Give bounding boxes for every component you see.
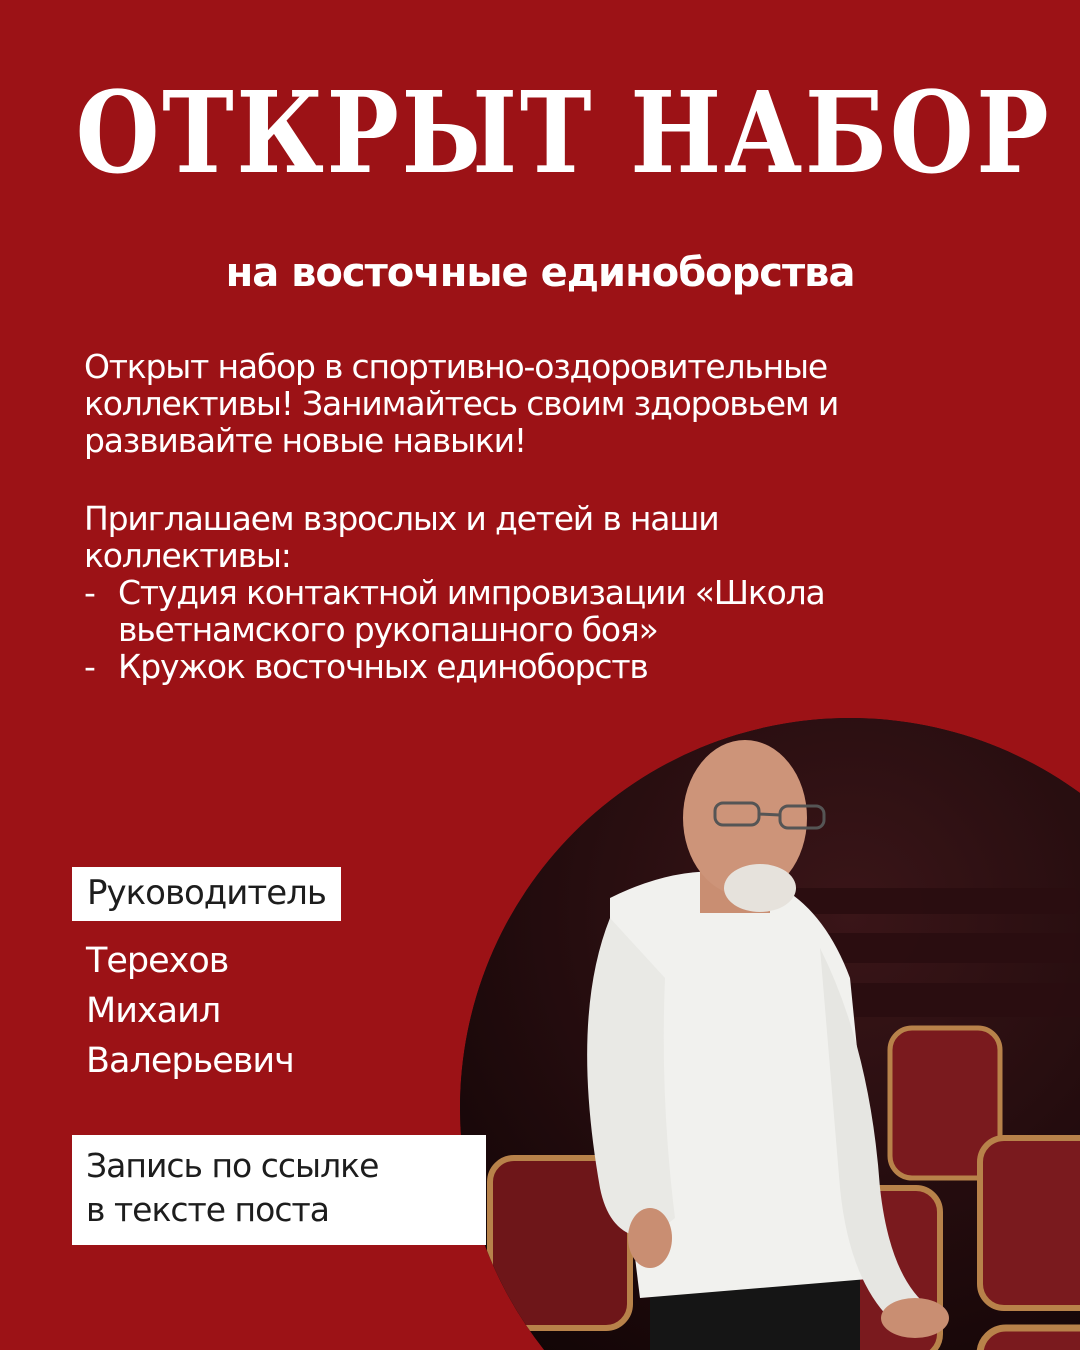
leader-surname: Терехов xyxy=(86,941,229,981)
signup-note xyxy=(72,1135,486,1245)
group-list xyxy=(84,574,1014,685)
intro-line: развивайте новые навыки! xyxy=(84,421,526,460)
group-item xyxy=(84,574,1014,648)
leader-first-name: Михаил xyxy=(86,991,221,1031)
leader-photo xyxy=(460,718,1080,1350)
intro-line: коллективы! Занимайтесь своим здоровьем и xyxy=(84,384,839,423)
intro-paragraph xyxy=(84,348,984,459)
invite-line: Приглашаем взрослых и детей в наши xyxy=(84,499,719,538)
signup-line: Запись по ссылке xyxy=(86,1146,379,1185)
group-line: Студия контактной импровизации «Школа xyxy=(118,573,825,612)
leader-name xyxy=(86,936,294,1086)
list-dash: - xyxy=(84,573,95,612)
group-item xyxy=(84,648,1014,685)
subtitle: на восточные единоборства xyxy=(225,250,855,296)
headline: ОТКРЫТ НАБОР xyxy=(75,68,1052,199)
signup-line: в тексте поста xyxy=(86,1190,329,1229)
leader-role-tag: Руководитель xyxy=(72,867,341,921)
leader-photo-illustration xyxy=(460,718,1080,1350)
invite-paragraph xyxy=(84,500,1014,685)
group-line: вьетнамского рукопашного боя» xyxy=(118,610,658,649)
list-dash: - xyxy=(84,647,95,686)
group-line: Кружок восточных единоборств xyxy=(118,647,648,686)
intro-line: Открыт набор в спортивно-оздоровительные xyxy=(84,347,827,386)
invite-line: коллективы: xyxy=(84,536,291,575)
leader-patronymic: Валерьевич xyxy=(86,1041,294,1081)
